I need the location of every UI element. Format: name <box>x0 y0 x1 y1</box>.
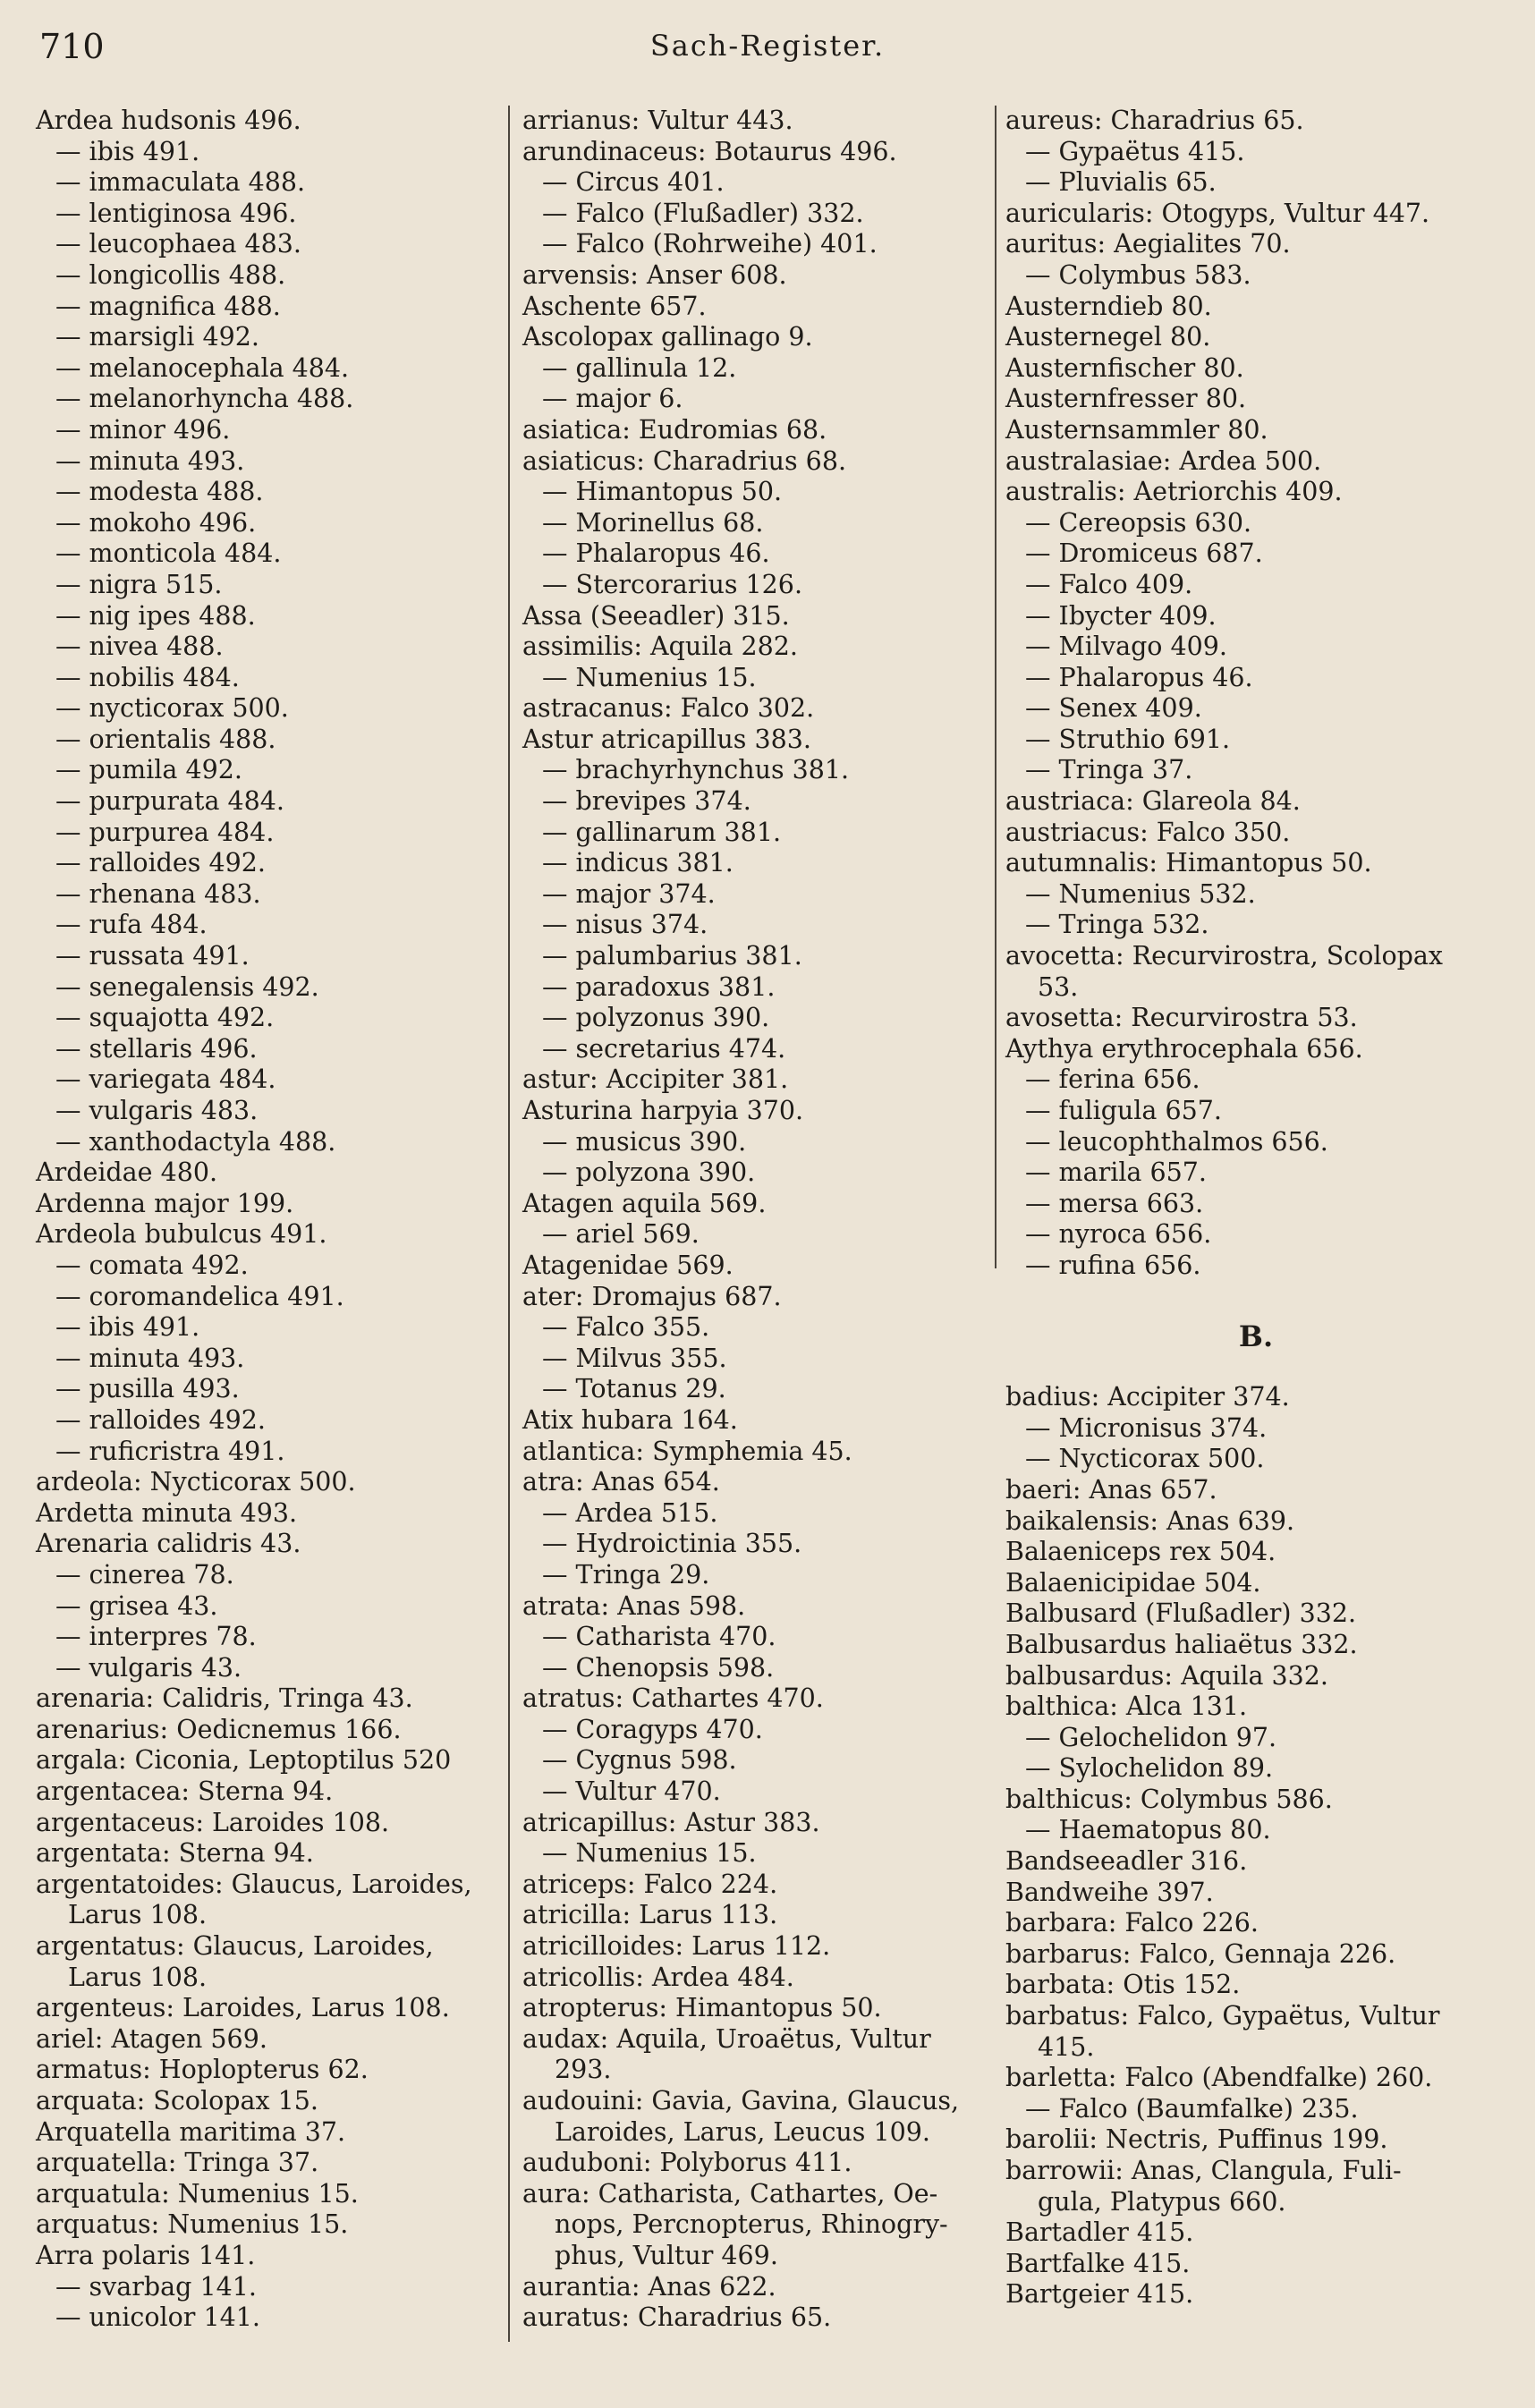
index-entry: Balaeniceps rex 504. <box>1005 1537 1276 1567</box>
index-subentry: — coromandelica 491. <box>55 1281 344 1311</box>
index-subentry: — pumila 492. <box>55 755 242 785</box>
index-subentry: — rhenana 483. <box>55 878 261 909</box>
index-entry: arenarius: Oedicnemus 166. <box>36 1714 402 1744</box>
index-entry: arenaria: Calidris, Tringa 43. <box>36 1683 413 1714</box>
index-entry: aureus: Charadrius 65. <box>1005 106 1304 135</box>
page-number: 710 <box>39 27 105 66</box>
index-subentry: — Stercorarius 126. <box>542 569 802 599</box>
index-entry: Arra polaris 141. <box>36 2240 256 2270</box>
index-subentry: — unicolor 141. <box>55 2302 260 2333</box>
index-subentry: — Vultur 470. <box>542 1776 721 1807</box>
index-entry: avocetta: Recurvirostra, Scolopax <box>1005 941 1443 971</box>
index-entry: atriceps: Falco 224. <box>522 1869 778 1899</box>
index-entry: asiaticus: Charadrius 68. <box>522 445 847 476</box>
index-entry: atra: Anas 654. <box>522 1467 720 1497</box>
index-subentry: — minor 496. <box>55 414 231 445</box>
index-entry: Bandseeadler 316. <box>1005 1846 1248 1877</box>
index-entry: audouini: Gavia, Gavina, Glaucus, <box>522 2086 960 2115</box>
index-entry: audax: Aquila, Uroaëtus, Vultur <box>522 2023 931 2054</box>
index-entry: astracanus: Falco 302. <box>522 693 815 724</box>
index-entry: Austernsammler 80. <box>1005 414 1268 445</box>
index-entry: Arenaria calidris 43. <box>36 1529 301 1559</box>
index-entry: barbatus: Falco, Gypaëtus, Vultur <box>1005 2001 1440 2031</box>
index-subentry: — magnifica 488. <box>55 291 281 321</box>
index-entry: autumnalis: Himantopus 50. <box>1005 848 1372 878</box>
index-entry: argentaceus: Laroides 108. <box>36 1807 390 1837</box>
index-subentry: — Himantopus 50. <box>542 477 783 507</box>
index-subentry: — nyroca 656. <box>1025 1219 1212 1250</box>
index-entry-continuation: 293. <box>555 2055 612 2085</box>
index-subentry: — Falco (Rohrweihe) 401. <box>542 229 878 259</box>
index-entry: Bartgeier 415. <box>1005 2279 1194 2310</box>
index-entry: australasiae: Ardea 500. <box>1005 445 1322 476</box>
index-entry: Ardeidae 480. <box>36 1157 218 1188</box>
index-subentry: — paradoxus 381. <box>542 971 776 1002</box>
index-subentry: — Gelochelidon 97. <box>1025 1722 1277 1752</box>
index-subentry: — orientalis 488. <box>55 724 276 754</box>
index-entry: Asturina harpyia 370. <box>522 1096 804 1125</box>
index-entry: arundinaceus: Botaurus 496. <box>522 136 897 166</box>
index-entry: asiatica: Eudromias 68. <box>522 414 827 445</box>
index-subentry: — Totanus 29. <box>542 1374 726 1404</box>
index-entry: argentatus: Glaucus, Laroides, <box>36 1931 434 1962</box>
index-subentry: — Numenius 15. <box>542 662 757 692</box>
index-subentry: — ralloides 492. <box>55 1404 266 1435</box>
index-entry: argentatoides: Glaucus, Laroides, <box>36 1869 472 1899</box>
index-subentry: — Tringa 532. <box>1025 910 1209 940</box>
index-entry: Atagen aquila 569. <box>522 1188 767 1218</box>
index-subentry: — rufina 656. <box>1025 1250 1201 1280</box>
index-entry: atrata: Anas 598. <box>522 1590 746 1621</box>
index-column-1 <box>36 106 496 2334</box>
index-entry: ardeola: Nycticorax 500. <box>36 1467 356 1497</box>
index-entry: astur: Accipiter 381. <box>522 1064 789 1095</box>
index-entry: atricapillus: Astur 383. <box>522 1807 820 1837</box>
index-entry: Ardetta minuta 493. <box>36 1497 298 1528</box>
index-column-2 <box>522 106 988 2334</box>
index-subentry: — nigra 515. <box>55 569 223 599</box>
index-subentry: — xanthodactyla 488. <box>55 1126 336 1157</box>
index-entry: Balaenicipidae 504. <box>1005 1567 1261 1598</box>
index-entry: barbata: Otis 152. <box>1005 1970 1241 2000</box>
index-subentry: — fuligula 657. <box>1025 1096 1222 1125</box>
index-subentry: — Ibycter 409. <box>1025 600 1217 631</box>
index-subentry: — vulgaris 43. <box>55 1652 242 1683</box>
index-subentry: — Tringa 37. <box>1025 755 1193 785</box>
index-subentry: — Coragyps 470. <box>542 1714 763 1744</box>
index-entry: Astur atricapillus 383. <box>522 724 811 754</box>
index-subentry: — Chenopsis 598. <box>542 1652 775 1683</box>
column-divider <box>995 106 996 1268</box>
index-entry: aura: Catharista, Cathartes, Oe- <box>522 2178 938 2209</box>
index-entry: Bartfalke 415. <box>1005 2248 1191 2278</box>
index-subentry: — grisea 43. <box>55 1590 218 1621</box>
index-entry: Aythya erythrocephala 656. <box>1005 1033 1363 1064</box>
index-subentry: — pusilla 493. <box>55 1374 240 1404</box>
index-subentry: — russata 491. <box>55 941 250 971</box>
index-entry: assimilis: Aquila 282. <box>522 632 798 662</box>
index-entry: australis: Aetriorchis 409. <box>1005 477 1343 507</box>
index-subentry: — longicollis 488. <box>55 259 286 290</box>
index-entry: auritus: Aegialites 70. <box>1005 229 1291 259</box>
index-subentry: — Falco 355. <box>542 1312 710 1343</box>
index-subentry: — Gypaëtus 415. <box>1025 136 1245 166</box>
index-entry: argala: Ciconia, Leptoptilus 520 <box>36 1745 452 1776</box>
index-entry-continuation: gula, Platypus 660. <box>1038 2186 1286 2217</box>
index-entry: atricollis: Ardea 484. <box>522 1962 794 1992</box>
index-entry: Austerndieb 80. <box>1005 291 1212 321</box>
index-subentry: — musicus 390. <box>542 1126 747 1157</box>
index-subentry: — Micronisus 374. <box>1025 1412 1268 1443</box>
index-subentry: — palumbarius 381. <box>542 941 802 971</box>
index-subentry: — Colymbus 583. <box>1025 259 1251 290</box>
section-letter-heading: B. <box>1238 1318 1274 1353</box>
index-subentry: — polyzonus 390. <box>542 1003 770 1033</box>
index-subentry: — nycticorax 500. <box>55 693 289 724</box>
index-subentry: — leucophthalmos 656. <box>1025 1126 1328 1157</box>
index-entry: atratus: Cathartes 470. <box>522 1683 824 1714</box>
index-entry: Bandweihe 397. <box>1005 1877 1214 1907</box>
index-entry: arvensis: Anser 608. <box>522 259 787 290</box>
index-subentry: — Sylochelidon 89. <box>1025 1753 1274 1784</box>
index-subentry: — purpurea 484. <box>55 817 275 847</box>
index-subentry: — Milvago 409. <box>1025 632 1227 662</box>
index-subentry: — interpres 78. <box>55 1622 257 1652</box>
index-subentry: — Numenius 532. <box>1025 878 1256 909</box>
index-subentry: — Milvus 355. <box>542 1343 727 1373</box>
index-subentry: — marsigli 492. <box>55 322 259 352</box>
index-subentry: — Nycticorax 500. <box>1025 1444 1265 1474</box>
index-entry: barbara: Falco 226. <box>1005 1908 1259 1938</box>
index-entry: barolii: Nectris, Puffinus 199. <box>1005 2124 1388 2155</box>
index-entry-continuation: 415. <box>1038 2031 1095 2062</box>
index-entry: barbarus: Falco, Gennaja 226. <box>1005 1938 1396 1969</box>
index-subentry: — minuta 493. <box>55 1343 245 1373</box>
index-subentry: — brevipes 374. <box>542 786 751 817</box>
index-entry: Austernfresser 80. <box>1005 384 1247 414</box>
index-entry-continuation: phus, Vultur 469. <box>555 2240 778 2270</box>
index-entry: argenteus: Laroides, Larus 108. <box>36 1993 450 2023</box>
index-subentry: — purpurata 484. <box>55 786 284 817</box>
index-entry: arrianus: Vultur 443. <box>522 106 793 135</box>
index-subentry: — Falco (Flußadler) 332. <box>542 198 864 228</box>
index-entry-continuation: Larus 108. <box>68 1900 208 1930</box>
index-subentry: — nobilis 484. <box>55 662 240 692</box>
index-entry: baeri: Anas 657. <box>1005 1474 1217 1505</box>
index-entry: arquatella: Tringa 37. <box>36 2148 319 2178</box>
index-entry: Ardenna major 199. <box>36 1188 294 1218</box>
index-subentry: — secretarius 474. <box>542 1033 786 1064</box>
index-subentry: — Falco 409. <box>1025 569 1193 599</box>
index-subentry: — Falco (Baumfalke) 235. <box>1025 2093 1359 2124</box>
index-subentry: — nisus 374. <box>542 910 708 940</box>
index-subentry: — Phalaropus 46. <box>1025 662 1253 692</box>
index-subentry: — Pluvialis 65. <box>1025 167 1217 198</box>
index-entry: argentata: Sterna 94. <box>36 1838 314 1869</box>
index-entry: barrowii: Anas, Clangula, Fuli- <box>1005 2156 1402 2185</box>
index-subentry: — stellaris 496. <box>55 1033 258 1064</box>
index-entry: Ascolopax gallinago 9. <box>522 322 813 352</box>
index-entry: ater: Dromajus 687. <box>522 1281 782 1311</box>
index-subentry: — Phalaropus 46. <box>542 538 770 569</box>
index-entry-continuation: 53. <box>1038 971 1079 1002</box>
index-entry: auratus: Charadrius 65. <box>522 2302 832 2333</box>
index-subentry: — Morinellus 68. <box>542 507 764 538</box>
index-entry: Assa (Seeadler) 315. <box>522 600 790 631</box>
index-subentry: — melanocephala 484. <box>55 352 350 383</box>
index-entry: atropterus: Himantopus 50. <box>522 1993 882 2023</box>
index-entry: avosetta: Recurvirostra 53. <box>1005 1003 1358 1033</box>
index-subentry: — ralloides 492. <box>55 848 266 878</box>
index-subentry: — mersa 663. <box>1025 1188 1204 1218</box>
index-entry: atricilla: Larus 113. <box>522 1900 778 1930</box>
index-entry: Aschente 657. <box>522 291 707 321</box>
index-entry: ariel: Atagen 569. <box>36 2023 267 2054</box>
index-subentry: — Haematopus 80. <box>1025 1815 1271 1845</box>
index-entry: barletta: Falco (Abendfalke) 260. <box>1005 2063 1433 2093</box>
running-head: Sach-Register. <box>649 29 886 63</box>
column-divider <box>508 106 510 2342</box>
index-subentry: — polyzona 390. <box>542 1157 756 1188</box>
index-subentry: — nivea 488. <box>55 632 224 662</box>
index-subentry: — Senex 409. <box>1025 693 1202 724</box>
index-subentry: — brachyrhynchus 381. <box>542 755 850 785</box>
index-subentry: — lentiginosa 496. <box>55 198 297 228</box>
index-subentry: — marila 657. <box>1025 1157 1207 1188</box>
index-entry: aurantia: Anas 622. <box>522 2271 776 2302</box>
index-subentry: — Catharista 470. <box>542 1622 776 1652</box>
index-entry: austriacus: Falco 350. <box>1005 817 1291 847</box>
index-subentry: — Dromiceus 687. <box>1025 538 1263 569</box>
index-entry-continuation: Laroides, Larus, Leucus 109. <box>555 2116 930 2147</box>
index-entry: Ardeola bubulcus 491. <box>36 1219 327 1250</box>
index-subentry: — gallinarum 381. <box>542 817 782 847</box>
index-entry: arquatus: Numenius 15. <box>36 2209 349 2240</box>
index-entry-continuation: Larus 108. <box>68 1962 208 1992</box>
index-subentry: — minuta 493. <box>55 445 245 476</box>
index-subentry: — nig ipes 488. <box>55 600 256 631</box>
index-entry: Arquatella maritima 37. <box>36 2116 346 2147</box>
index-subentry: — melanorhyncha 488. <box>55 384 354 414</box>
index-subentry: — Struthio 691. <box>1025 724 1231 754</box>
index-entry: baikalensis: Anas 639. <box>1005 1505 1295 1536</box>
index-entry: auricularis: Otogyps, Vultur 447. <box>1005 198 1430 228</box>
index-entry: atlantica: Symphemia 45. <box>522 1436 852 1466</box>
index-entry: Austernfischer 80. <box>1005 352 1244 383</box>
index-subentry: — senegalensis 492. <box>55 971 319 1002</box>
index-subentry: — ruficristra 491. <box>55 1436 285 1466</box>
index-subentry: — svarbag 141. <box>55 2271 257 2302</box>
index-subentry: — indicus 381. <box>542 848 734 878</box>
index-subentry: — Cygnus 598. <box>542 1745 737 1776</box>
index-subentry: — Tringa 29. <box>542 1559 710 1590</box>
index-subentry: — major 374. <box>542 878 716 909</box>
index-entry-continuation: nops, Percnopterus, Rhinogry- <box>555 2209 948 2240</box>
index-entry: arquatula: Numenius 15. <box>36 2178 359 2209</box>
index-subentry: — major 6. <box>542 384 683 414</box>
index-entry: badius: Accipiter 374. <box>1005 1382 1290 1412</box>
index-subentry: — gallinula 12. <box>542 352 737 383</box>
index-subentry: — Cereopsis 630. <box>1025 507 1252 538</box>
index-subentry: — comata 492. <box>55 1250 249 1280</box>
index-subentry: — mokoho 496. <box>55 507 257 538</box>
index-entry: balthicus: Colymbus 586. <box>1005 1784 1333 1814</box>
index-entry: Bartadler 415. <box>1005 2217 1194 2248</box>
index-entry: auduboni: Polyborus 411. <box>522 2148 852 2178</box>
index-entry: Atix hubara 164. <box>522 1404 738 1435</box>
index-entry: austriaca: Glareola 84. <box>1005 786 1301 817</box>
index-entry: Balbusard (Flußadler) 332. <box>1005 1598 1357 1629</box>
index-subentry: — Numenius 15. <box>542 1838 757 1869</box>
index-subentry: — variegata 484. <box>55 1064 276 1095</box>
index-subentry: — leucophaea 483. <box>55 229 301 259</box>
index-subentry: — rufa 484. <box>55 910 208 940</box>
index-subentry: — Circus 401. <box>542 167 725 198</box>
index-entry: Austernegel 80. <box>1005 322 1211 352</box>
index-entry: arquata: Scolopax 15. <box>36 2086 318 2115</box>
index-subentry: — Ardea 515. <box>542 1497 718 1528</box>
index-entry: balbusardus: Aquila 332. <box>1005 1660 1328 1691</box>
index-subentry: — ibis 491. <box>55 136 200 166</box>
index-subentry: — immaculata 488. <box>55 167 306 198</box>
index-column-3 <box>1005 106 1506 2310</box>
index-subentry: — vulgaris 483. <box>55 1096 259 1125</box>
index-entry: Balbusardus haliaëtus 332. <box>1005 1629 1358 1659</box>
index-subentry: — squajotta 492. <box>55 1003 275 1033</box>
index-subentry: — ibis 491. <box>55 1312 200 1343</box>
index-subentry: — ferina 656. <box>1025 1064 1200 1095</box>
index-entry: Ardea hudsonis 496. <box>36 106 301 135</box>
index-subentry: — ariel 569. <box>542 1219 700 1250</box>
index-entry: balthica: Alca 131. <box>1005 1692 1248 1722</box>
index-subentry: — monticola 484. <box>55 538 282 569</box>
index-entry: atricilloides: Larus 112. <box>522 1931 831 1962</box>
index-entry: argentacea: Sterna 94. <box>36 1776 334 1807</box>
index-subentry: — modesta 488. <box>55 477 264 507</box>
index-entry: Atagenidae 569. <box>522 1250 734 1280</box>
index-subentry: — Hydroictinia 355. <box>542 1529 802 1559</box>
index-subentry: — cinerea 78. <box>55 1559 234 1590</box>
index-entry: armatus: Hoplopterus 62. <box>36 2055 369 2085</box>
